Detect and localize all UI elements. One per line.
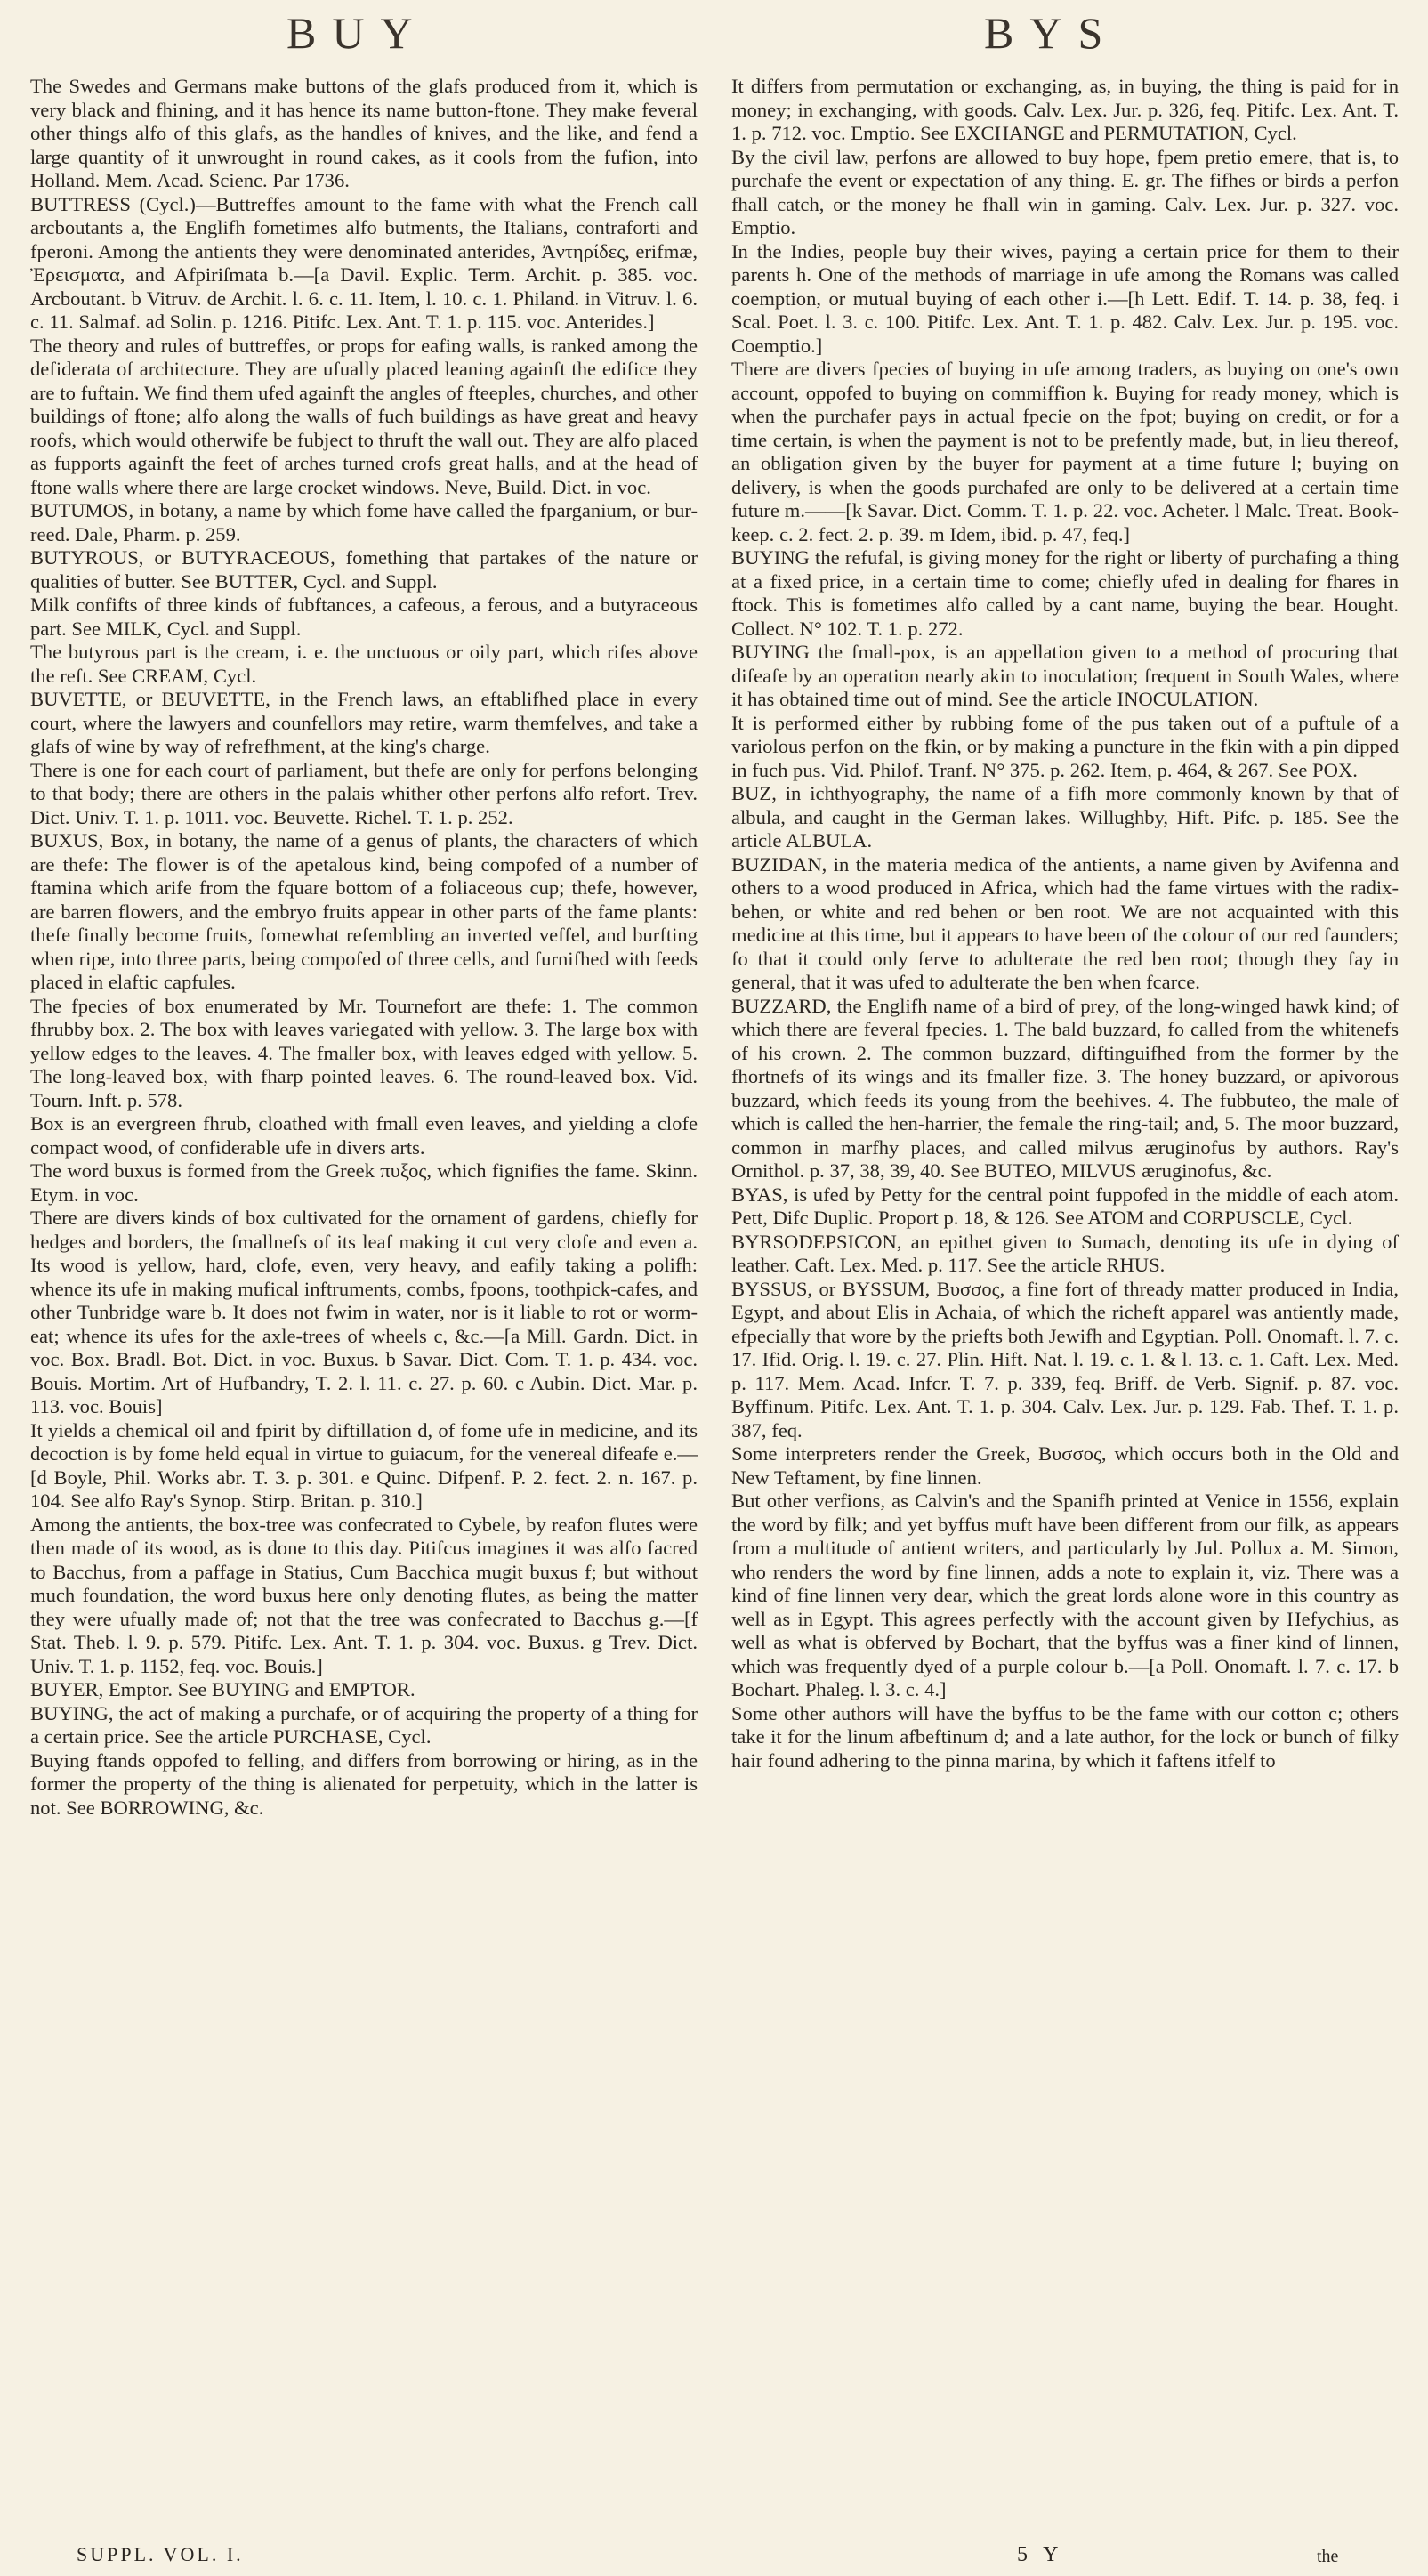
paragraph: The butyrous part is the cream, i. e. the unctuous or oily part, which rifes above the reft. See CREAM, Cycl. [30, 641, 698, 687]
paragraph: It is performed either by rubbing fome of the pus taken out of a puftule of a variolous perfon on the fkin, or by making a puncture in the fkin with a pin dipped in fuch pus. Vid. Philof. Tranf. N° 375. p. 262. Item, p. 464, & 267. See POX. [731, 711, 1399, 781]
paragraph: It yields a chemical oil and fpirit by diftillation d, of fome ufe in medicine, and its decoction is by fome held equal in virtue to guiacum, for the venereal difeafe e.—[d Boyle, Phil. Works abr. T. 3. p. 301. e Quinc. Difpenf. P. 2. fect. 2. n. 167. p. 104. See alfo Ray's Synop. Stirp. Britan. p. 310.] [30, 1418, 698, 1512]
entry-buvette: BUVETTE, or BEUVETTE, in the French laws, an eftablifhed place in every court, where the lawyers and counfellors may retire, warm themfelves, and take a glafs of wine by way of refrefhment, at the king's charge. [30, 688, 698, 757]
running-head-left: BUY [286, 8, 429, 58]
entry-buzzard: BUZZARD, the Englifh name of a bird of prey, of the long-winged hawk kind; of which there are feveral fpecies. 1. The bald buzzard, fo called from the whitenefs of his crown. 2. The common buzzard, diftinguifhed from the former by the fhortnefs of its wings and its fmaller fize. 3. The honey buzzard, or apivorous buzzard, which feeds its young from the beehives. 4. The fubbuteo, the male of which is called the hen-harrier, the female the ring-tail; and, 5. The moor buzzard, common in marfhy places, and called milvus æruginofus by authors. Ray's Ornithol. p. 37, 38, 39, 40. See BUTEO, MILVUS æruginofus, &c. [731, 994, 1399, 1182]
entry-byssus: BYSSUS, or BYSSUM, Βυσσος, a fine fort of thready matter produced in India, Egypt, and about Elis in Achaia, of which the richeft apparel was antiently made, efpecially that wore by the priefts both Jewifh and Egyptian. Poll. Onomaft. l. 7. c. 17. Ifid. Orig. l. 19. c. 27. Plin. Hift. Nat. l. 19. c. 1. & l. 13. c. 1. Caft. Lex. Med. p. 117. Mem. Acad. Infcr. T. 7. p. 339, feq. Briff. de Verb. Signif. p. 87. voc. Byffinum. Pitifc. Lex. Ant. T. 1. p. 304. Calv. Lex. Jur. p. 129. Fab. Thef. T. 1. p. 387, feq. [731, 1277, 1399, 1441]
entry-buying: BUYING, the act of making a purchafe, or of acquiring the property of a thing for a certain price. See the article PURCHASE, Cycl. [30, 1701, 698, 1748]
paragraph: Buying ftands oppofed to felling, and differs from borrowing or hiring, as in the former the property of the thing is alienated for perpetuity, which in the latter is not. See BORROWING, &c. [30, 1748, 698, 1819]
left-column [30, 75, 698, 1820]
paragraph: The theory and rules of buttreffes, or props for eafing walls, is ranked among the defiderata of architecture. They are ufually placed leaning againft the edifice they are to fuftain. We find them ufed againft the angles of fteeples, churches, and other buildings of ftone; alfo along the walls of fuch buildings as have great and heavy roofs, which would otherwife be fubject to thruft the wall out. They are alfo placed as fupports againft the feet of arches turned crofs great halls, and at the head of ftone walls where there are large crocket windows. Neve, Build. Dict. in voc. [30, 334, 698, 498]
paragraph: In the Indies, people buy their wives, paying a certain price for them to their parents h. One of the methods of marriage in ufe among the Romans was called coemption, or mutual buying of each other i.—[h Lett. Edif. T. 14. p. 38, feq. i Scal. Poet. l. 3. c. 100. Pitifc. Lex. Ant. T. 1. p. 482. Calv. Lex. Jur. p. 195. voc. Coemptio.] [731, 239, 1399, 357]
paragraph: There is one for each court of parliament, but thefe are only for perfons belonging to that body; there are others in the palais whither other perfons alfo refort. Trev. Dict. Univ. T. 1. p. 1011. voc. Beuvette. Richel. T. 1. p. 252. [30, 758, 698, 828]
entry-butyrous: BUTYROUS, or BUTYRACEOUS, fomething that partakes of the nature or qualities of butter. See BUTTER, Cycl. and Suppl. [30, 546, 698, 593]
paragraph: But other verfions, as Calvin's and the Spanifh printed at Venice in 1556, explain the word by filk; and yet byffus muft have been different from our filk, as appears from a multitude of antient writers, and particularly by Jul. Pollux a. M. Simon, who renders the word by fine linnen, adds a note to explain it, viz. There was a kind of fine linnen very dear, which the great lords alone wore in this country as well as in Egypt. This agrees perfectly with the account given by Hefychius, as well as what is obferved by Bochart, that the byffus was a finer kind of linnen, which was frequently dyed of a purple colour b.—[a Poll. Onomaft. l. 7. c. 17. b Bochart. Phaleg. l. 3. c. 4.] [731, 1490, 1399, 1700]
volume-footer: SUPPL. VOL. I. [77, 2543, 244, 2565]
catchword: the [1317, 2547, 1339, 2566]
paragraph: Among the antients, the box-tree was confecrated to Cybele, by reafon flutes were then made of its wood, as is done to this day. Pitifcus imagines it was alfo facred to Bacchus, from a paffage in Statius, Cum Bacchica mugit buxus f; but without much foundation, the word buxus here only denoting flutes, as being the matter they were ufually made of; not that the tree was confecrated to Bacchus g.—[f Stat. Theb. l. 9. p. 579. Pitifc. Lex. Ant. T. 1. p. 304. voc. Buxus. g Trev. Dict. Univ. T. 1. p. 1152, feq. voc. Bouis.] [30, 1513, 698, 1677]
paragraph: There are divers fpecies of buying in ufe among traders, as buying on one's own account, oppofed to buying on commiffion k. Buying for ready money, which is when the purchafer pays in actual fpecie on the fpot; buying on credit, or for a time certain, is when the payment is not to be prefently made, but, in lieu thereof, an obligation given by the buyer for payment at a time future l; buying on delivery, is when the goods purchafed are only to be delivered at a certain time future m.——[k Savar. Dict. Comm. T. 1. p. 22. voc. Acheter. l Malc. Treat. Book-keep. c. 2. fect. 2. p. 39. m Idem, ibid. p. 47, feq.] [731, 358, 1399, 545]
signature-mark: 5 Y [1017, 2543, 1064, 2566]
paragraph: Box is an evergreen fhrub, cloathed with fmall even leaves, and yielding a clofe compact wood, of confiderable ufe in divers arts. [30, 1112, 698, 1159]
paragraph: The word buxus is formed from the Greek πυξος, which fignifies the fame. Skinn. Etym. in voc. [30, 1159, 698, 1206]
paragraph: The Swedes and Germans make buttons of the glafs produced from it, which is very black and fhining, and it has hence its name button-ftone. They make feveral other things alfo of this glafs, as the handles of knives, and the like, and fend a large quantity of it unwrought in round cakes, as it cools from the fufion, into Holland. Mem. Acad. Scienc. Par 1736. [30, 75, 698, 191]
paragraph: Milk confifts of three kinds of fubftances, a cafeous, a ferous, and a butyraceous part. See MILK, Cycl. and Suppl. [30, 594, 698, 640]
entry-buzidan: BUZIDAN, in the materia medica of the antients, a name given by Avifenna and others to a wood produced in Africa, which had the fame virtues with the radix-behen, or white and red behen or ben root. We are not acquainted with this medicine at this time, but it appears to have been of the colour of our red faunders; fo that it could only ferve to adulterate the red ben root; though they fay in general, that it was ufed to adulterate the ben when fcarce. [731, 852, 1399, 993]
entry-buyer: BUYER, Emptor. See BUYING and EMPTOR. [30, 1678, 415, 1700]
entry-byrsodepsicon: BYRSODEPSICON, an epithet given to Sumach, denoting its ufe in dying of leather. Caft. Lex. Med. p. 117. See the article RHUS. [731, 1230, 1399, 1276]
right-column [731, 75, 1399, 1773]
entry-buying-refusal: BUYING the refufal, is giving money for the right or liberty of purchafing a thing at a fixed price, in a certain time to come; chiefly ufed in dealing for fhares in ftock. This is fometimes alfo called by a cant name, buying the bear. Hought. Collect. N° 102. T. 1. p. 272. [731, 546, 1399, 640]
paragraph: The fpecies of box enumerated by Mr. Tournefort are thefe: 1. The common fhrubby box. 2. The box with leaves variegated with yellow. 3. The large box with yellow edges to the leaves. 4. The fmaller box, with leaves edged with yellow. 5. The long-leaved box, with fharp pointed leaves. 6. The round-leaved box. Vid. Tourn. Inft. p. 578. [30, 994, 698, 1111]
entry-buttress: BUTTRESS (Cycl.)—Buttreffes amount to the fame with what the French call arcboutants a, the Englifh fometimes alfo butments, the Italians, contraforti and fperoni. Among the antients they were denominated anterides, Ἀντηρίδες, erifmæ, Ἐρεισματα, and Afpiriſmata b.—[a Davil. Explic. Term. Archit. p. 385. voc. Arcboutant. b Vitruv. de Archit. l. 6. c. 11. Item, l. 10. c. 1. Philand. in Vitruv. l. 6. c. 11. Salmaf. ad Solin. p. 1216. Pitifc. Lex. Ant. T. 1. p. 115. voc. Anterides.] [30, 192, 698, 333]
entry-buxus: BUXUS, Box, in botany, the name of a genus of plants, the characters of which are thefe: The flower is of the apetalous kind, being compofed of a number of ftamina which arife from the fquare bottom of a foliaceous cup; thefe, however, are barren flowers, and the embryo fruits appear in other parts of the fame plants: thefe finally become fruits, fomewhat refembling an inverted veffel, and burfting when ripe, into three parts, being compofed of three cells, and furnifhed with feeds placed in elaftic capfules. [30, 829, 698, 993]
entry-buz: BUZ, in ichthyography, the name of a fifh more commonly known by that of albula, and caught in the German lakes. Willughby, Hift. Pifc. p. 185. See the article ALBULA. [731, 782, 1399, 852]
running-head-right: BYS [984, 8, 1119, 58]
entry-buying-smallpox: BUYING the fmall-pox, is an appellation given to a method of procuring that difeafe by an operation nearly akin to inoculation; frequent in South Wales, where it has obtained time out of mind. See the article INOCULATION. [731, 641, 1399, 710]
paragraph: Some interpreters render the Greek, Βυσσος, which occurs both in the Old and New Teftament, by fine linnen. [731, 1442, 1399, 1489]
entry-butumos: BUTUMOS, in botany, a name by which fome have called the fparganium, or bur-reed. Dale, Pharm. p. 259. [30, 499, 698, 545]
paragraph: By the civil law, perfons are allowed to buy hope, fpem pretio emere, that is, to purchafe the event or expectation of any thing. E. gr. The fifhes or birds a perfon fhall catch, or the money he fhall win in gaming. Calv. Lex. Jur. p. 327. voc. Emptio. [731, 145, 1399, 238]
paragraph: There are divers kinds of box cultivated for the ornament of gardens, chiefly for hedges and borders, the fmallnefs of its leaf making it cut very clofe and even a. Its wood is yellow, hard, clofe, even, very heavy, and eafily taking a polifh: whence its ufe in making mufical inftruments, combs, fpoons, toothpick-cafes, and other Tunbridge ware b. It does not fwim in water, nor is it liable to rot or worm-eat; whence its ufes for the axle-trees of wheels c, &c.—[a Mill. Gardn. Dict. in voc. Box. Bradl. Bot. Dict. in voc. Buxus. b Savar. Dict. Com. T. 1. p. 434. voc. Bouis. Mortim. Art of Hufbandry, T. 2. l. 11. c. 27. p. 60. c Aubin. Dict. Mar. p. 113. voc. Bouis] [30, 1207, 698, 1417]
paragraph: It differs from permutation or exchanging, as, in buying, the thing is paid for in money; in exchanging, with goods. Calv. Lex. Jur. p. 326, feq. Pitifc. Lex. Ant. T. 1. p. 712. voc. Emptio. See EXCHANGE and PERMUTATION, Cycl. [731, 75, 1399, 144]
entry-byas: BYAS, is ufed by Petty for the central point fuppofed in the middle of each atom. Pett, Difc Duplic. Proport p. 18, & 126. See ATOM and CORPUSCLE, Cycl. [731, 1183, 1399, 1229]
paragraph: Some other authors will have the byffus to be the fame with our cotton c; others take it for the linum afbeftinum d; and a late author, for the lock or bunch of filky hair found adhering to the pinna marina, by which it faftens itfelf to [731, 1701, 1399, 1772]
